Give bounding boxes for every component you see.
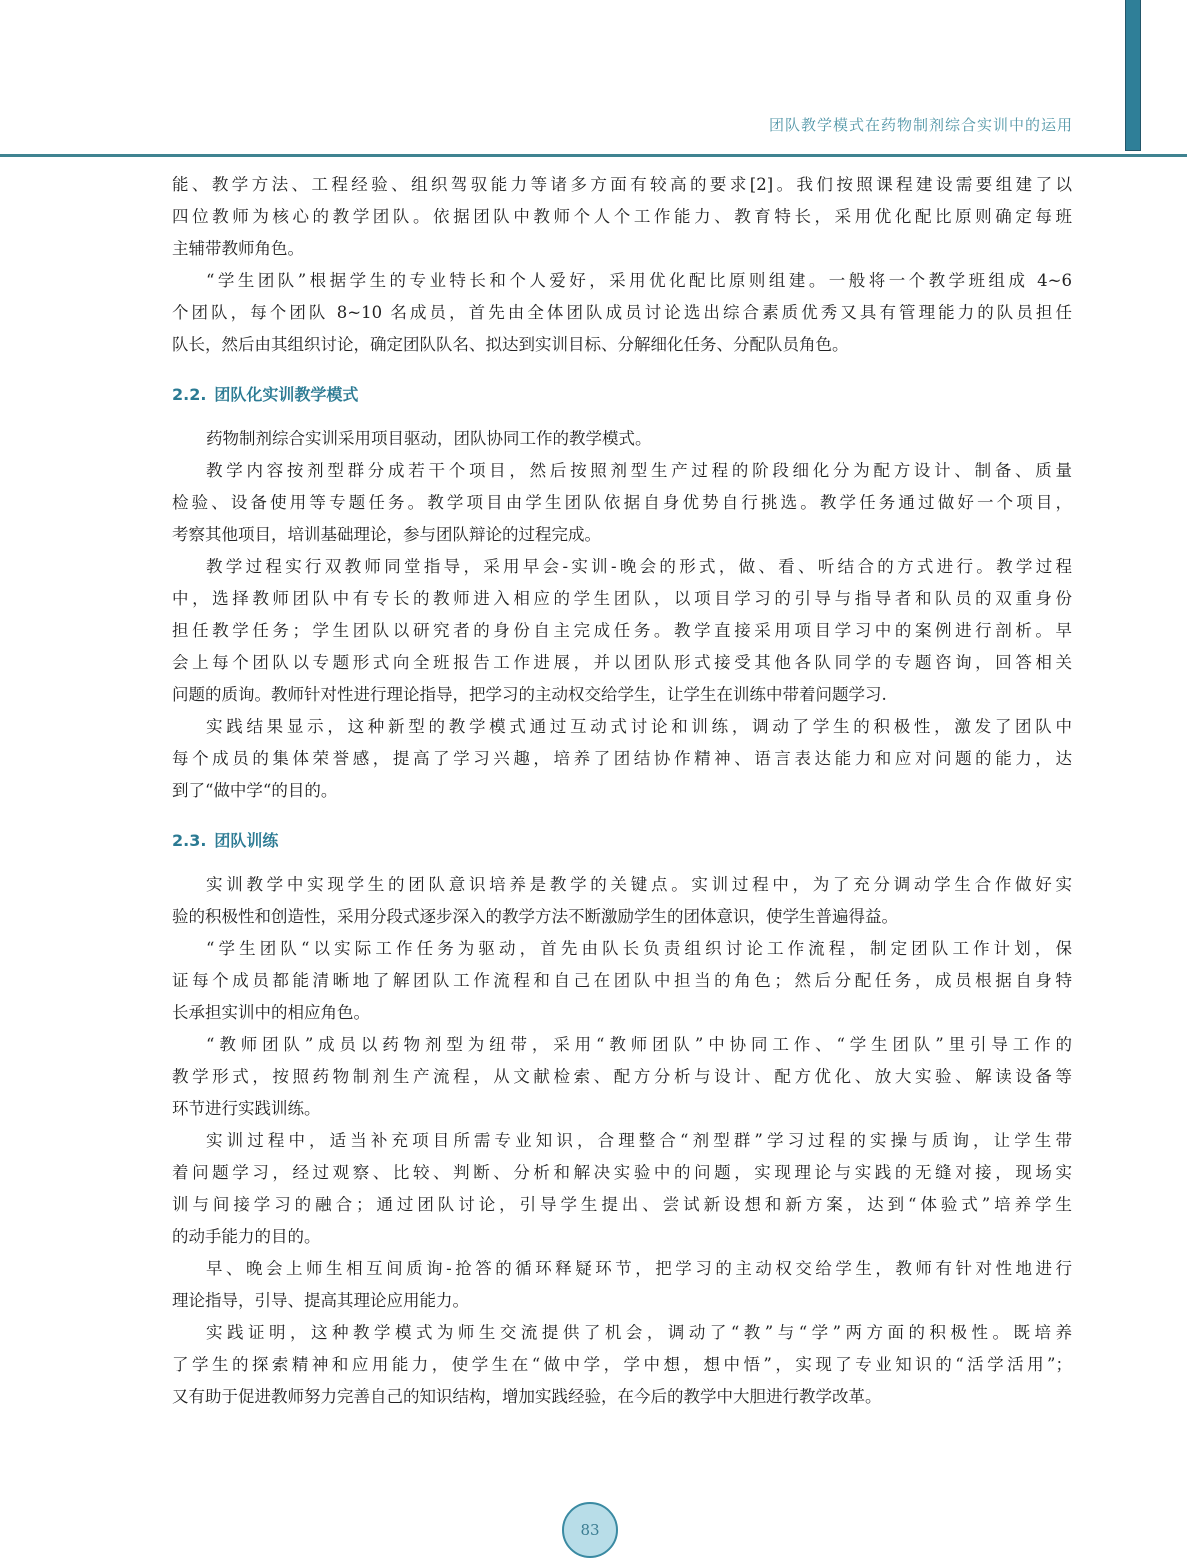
text-line: 队长，然后由其组织讨论，确定团队队名、拟达到实训目标、分解细化任务、分配队员角色。 [172,335,849,354]
section-number: 2.3. [172,831,207,850]
text-line: “学生团队”根据学生的专业特长和个人爱好，采用优化配比原则组建。一般将一个教学班组成 4~6 [206,271,1072,290]
text-line: 训与间接学习的融合；通过团队讨论，引导学生提出、尝试新设想和新方案，达到“体验式”培养学生 [172,1195,1072,1214]
text-line: 每个成员的集体荣誉感，提高了学习兴趣，培养了团结协作精神、语言表达能力和应对问题的能力，达 [172,749,1072,768]
article-body [172,169,1072,1413]
text-line: 又有助于促进教师努力完善自己的知识结构，增加实践经验，在今后的教学中大胆进行教学改革。 [172,1387,882,1406]
text-line: 教学过程实行双教师同堂指导，采用早会-实训-晚会的形式，做、看、听结合的方式进行。教学过程 [206,557,1072,576]
paragraph [172,711,1072,807]
section-heading [172,379,1072,411]
paragraph [172,869,1072,933]
text-line: 教学内容按剂型群分成若干个项目，然后按照剂型生产过程的阶段细化分为配方设计、制备、质量 [206,461,1072,480]
text-line: 验的积极性和创造性，采用分段式逐步深入的教学方法不断激励学生的团体意识，使学生普遍得益。 [172,907,898,926]
text-line: 个团队，每个团队 8~10 名成员，首先由全体团队成员讨论选出综合素质优秀又具有管理能力的队员担任 [172,303,1072,322]
text-line: 着问题学习，经过观察、比较、判断、分析和解决实验中的问题，实现理论与实践的无缝对接，现场实 [172,1163,1072,1182]
text-line: 考察其他项目，培训基础理论，参与团队辩论的过程完成。 [172,525,601,544]
text-line: “学生团队“以实际工作任务为驱动，首先由队长负责组织讨论工作流程，制定团队工作计划，保 [206,939,1072,958]
text-line: 证每个成员都能清晰地了解团队工作流程和自己在团队中担当的角色；然后分配任务，成员根据自身特 [172,971,1072,990]
section-title: 团队训练 [214,831,279,850]
paragraph [172,1317,1072,1413]
running-title: 团队教学模式在药物制剂综合实训中的运用 [768,116,1073,134]
page-number: 83 [562,1502,618,1558]
text-line: 长承担实训中的相应角色。 [172,1003,370,1022]
paragraph [172,1029,1072,1125]
text-line: 了学生的探索精神和应用能力，使学生在“做中学，学中想，想中悟”，实现了专业知识的“活学活用”； [172,1355,1072,1374]
text-line: 问题的质询。教师针对性进行理论指导，把学习的主动权交给学生，让学生在训练中带着问题学习. [172,685,887,704]
text-line: 教学形式，按照药物制剂生产流程，从文献检索、配方分析与设计、配方优化、放大实验、解读设备等 [172,1067,1072,1086]
paragraph [172,455,1072,551]
paragraph [172,1125,1072,1253]
text-line: 早、晚会上师生相互间质询-抢答的循环释疑环节，把学习的主动权交给学生，教师有针对性地进行 [206,1259,1072,1278]
text-line: 实践结果显示，这种新型的教学模式通过互动式讨论和训练，调动了学生的积极性，激发了团队中 [206,717,1072,736]
text-line: 能、教学方法、工程经验、组织驾驭能力等诸多方面有较高的要求[2]。我们按照课程建设需要组建了以 [172,175,1072,194]
text-line: 实训过程中，适当补充项目所需专业知识，合理整合“剂型群”学习过程的实操与质询，让学生带 [206,1131,1072,1150]
text-line: 药物制剂综合实训采用项目驱动，团队协同工作的教学模式。 [206,429,652,448]
text-line: 到了“做中学“的目的。 [172,781,338,800]
paragraph [172,1253,1072,1317]
section-number: 2.2. [172,385,207,404]
text-line: 实训教学中实现学生的团队意识培养是教学的关键点。实训过程中，为了充分调动学生合作做好实 [206,875,1072,894]
text-line: 的动手能力的目的。 [172,1227,321,1246]
decorative-side-bar [1125,0,1141,151]
paragraph [172,551,1072,711]
section-heading [172,825,1072,857]
paragraph [172,423,1072,455]
paragraph [172,169,1072,265]
paragraph [172,933,1072,1029]
header-rule [0,154,1187,157]
text-line: 理论指导，引导、提高其理论应用能力。 [172,1291,469,1310]
text-line: “教师团队”成员以药物剂型为纽带，采用“教师团队”中协同工作、“学生团队”里引导工作的 [206,1035,1072,1054]
text-line: 主辅带教师角色。 [172,239,304,258]
text-line: 实践证明，这种教学模式为师生交流提供了机会，调动了“教”与“学”两方面的积极性。既培养 [206,1323,1072,1342]
text-line: 中，选择教师团队中有专长的教师进入相应的学生团队，以项目学习的引导与指导者和队员的双重身份 [172,589,1072,608]
section-title: 团队化实训教学模式 [214,385,359,404]
text-line: 环节进行实践训练。 [172,1099,321,1118]
text-line: 会上每个团队以专题形式向全班报告工作进展，并以团队形式接受其他各队同学的专题咨询，回答相关 [172,653,1072,672]
paragraph [172,265,1072,361]
text-line: 检验、设备使用等专题任务。教学项目由学生团队依据自身优势自行挑选。教学任务通过做好一个项目， [172,493,1072,512]
text-line: 四位教师为核心的教学团队。依据团队中教师个人个工作能力、教育特长，采用优化配比原则确定每班 [172,207,1072,226]
text-line: 担任教学任务；学生团队以研究者的身份自主完成任务。教学直接采用项目学习中的案例进行剖析。早 [172,621,1072,640]
